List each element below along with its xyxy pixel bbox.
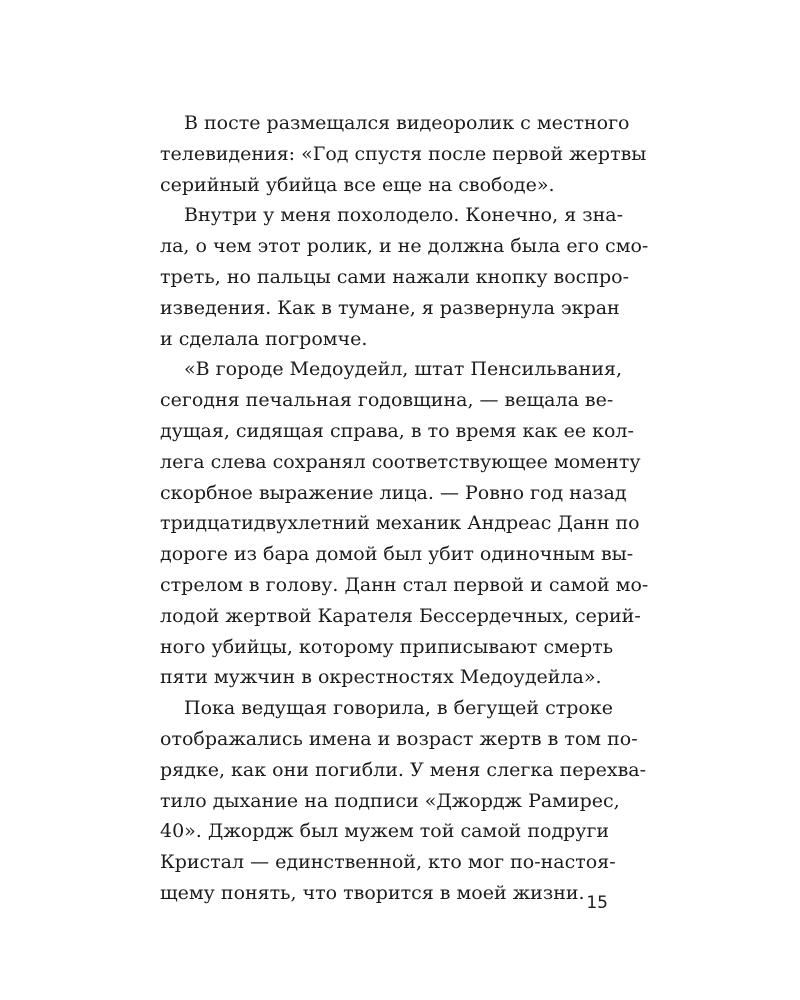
text-line: сегодня печальная годовщина, — вещала ве-	[160, 389, 614, 412]
text-line: изведения. Как в тумане, я развернула экран	[160, 296, 620, 319]
paragraph-2	[160, 200, 649, 354]
text-line: Пока ведущая говорила, в бегущей строке	[184, 697, 613, 720]
text-line: стрелом в голову. Данн стал первой и самой мо-	[160, 573, 649, 596]
text-line: телевидения: «Год спустя после первой жертвы	[160, 142, 647, 165]
paragraph-4	[160, 693, 647, 909]
text-line: пяти мужчин в окрестностях Медоудейла».	[160, 666, 602, 689]
text-line: лодой жертвой Карателя Бессердечных, серий-	[160, 604, 641, 627]
text-line: Внутри у меня похолодело. Конечно, я зна-	[184, 204, 624, 227]
text-line: ла, о чем этот ролик, и не должна была его смо-	[160, 235, 649, 258]
text-line: серийный убийца все еще на свободе».	[160, 173, 555, 196]
text-line: и сделала погромче.	[160, 327, 368, 350]
text-line: отображались имена и возраст жертв в том по-	[160, 727, 638, 750]
page-number: 15	[586, 893, 608, 913]
text-line: тридцатидвухлетний механик Андреас Данн по	[160, 512, 640, 535]
text-line: дороге из бара домой был убит одиночным вы-	[160, 543, 634, 566]
paragraph-1	[160, 108, 647, 200]
paragraph-3	[160, 354, 649, 693]
text-line: щему понять, что творится в моей жизни.	[160, 881, 585, 904]
body-text	[160, 108, 649, 909]
text-line: ного убийцы, которому приписывают смерть	[160, 635, 614, 658]
text-line: тило дыхание на подписи «Джордж Рамирес,	[160, 789, 620, 812]
text-line: 40». Джордж был мужем той самой подруги	[160, 820, 610, 843]
text-line: треть, но пальцы сами нажали кнопку воспро-	[160, 265, 629, 288]
text-line: «В городе Медоудейл, штат Пенсильвания,	[184, 358, 623, 381]
text-line: В посте размещался видеоролик с местного	[184, 112, 630, 134]
text-line: Кристал — единственной, кто мог по-настоя-	[160, 851, 616, 874]
text-line: лега слева сохранял соответствующее моменту	[160, 450, 641, 473]
text-line: скорбное выражение лица. — Ровно год назад	[160, 481, 627, 504]
text-line: рядке, как они погибли. У меня слегка перехва-	[160, 758, 647, 781]
text-line: дущая, сидящая справа, в то время как ее кол-	[160, 419, 634, 442]
